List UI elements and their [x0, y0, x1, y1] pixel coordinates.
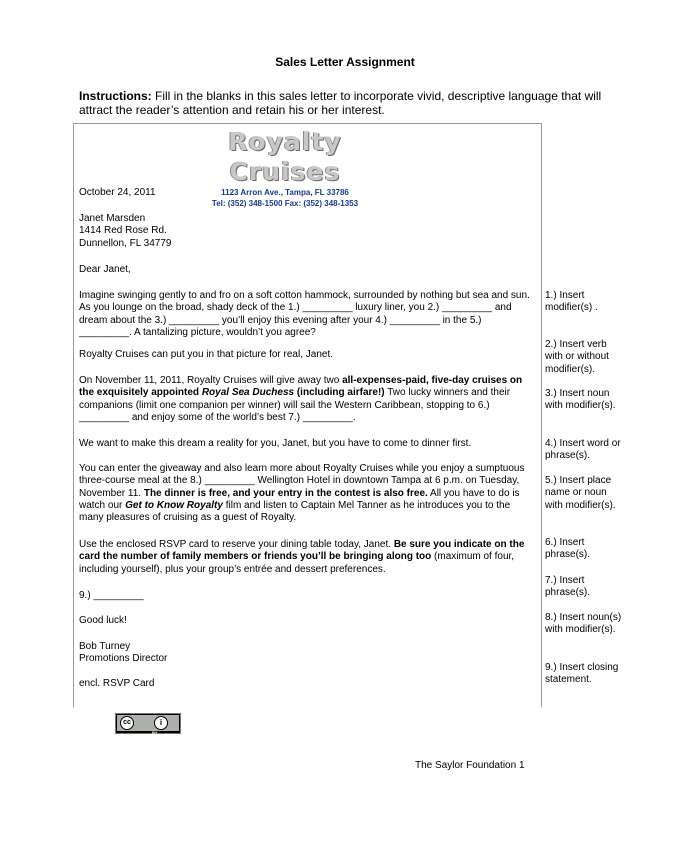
attribution-icon: i — [154, 716, 168, 730]
p6-text-c: (maximum of four, including yourself), plus your group’s entrée and dessert preferences. — [79, 551, 515, 575]
cc-icon: cc — [120, 716, 134, 730]
creative-commons-badge — [115, 713, 181, 734]
paragraph-7: 9.) _________ — [79, 590, 144, 601]
note-3: 3.) Insert noun with modifier(s). — [545, 388, 616, 412]
recipient-name: Janet Marsden — [79, 213, 146, 224]
p3-text-e: Two lucky winners and their companions (limit one companion per winner) will sail the Western Caribbean, stopping to 6.) _________ and enjoy some of the world’s best 7.) _________. — [79, 387, 511, 423]
signer-name: Bob Turney — [79, 641, 131, 652]
note-9: 9.) Insert closing statement. — [545, 662, 619, 686]
note-6: 6.) Insert phrase(s). — [545, 537, 591, 561]
logo-address: 1123 Arron Ave., Tampa, FL 33786 — [221, 188, 349, 197]
enclosure: encl. RSVP Card — [79, 678, 155, 689]
p3-bold-d: (including airfare!) — [294, 387, 385, 399]
logo-wordmark: Royalty Cruises — [228, 127, 342, 186]
p3-text-a: On November 11, 2011, Royalty Cruises will give away two — [79, 375, 343, 386]
paragraph-4: We want to make this dream a reality for you, Janet, but you have to come to dinner first. — [79, 438, 472, 449]
logo-phone: Tel: (352) 348-1500 Fax: (352) 348-1353 — [211, 199, 359, 208]
p6-bold-b: Be sure you indicate on the card the number of family members or friends you’ll be bringing along too — [79, 539, 525, 563]
salutation: Dear Janet, — [79, 264, 131, 275]
closing: Good luck! — [79, 615, 127, 626]
instructions-text: Fill in the blanks in this sales letter to incorporate vivid, descriptive language that will attract the reader’s attention and retain his or her interest. — [79, 89, 602, 117]
p3-ship-name: Royal Sea Duchess — [201, 387, 295, 399]
recipient-city: Dunnellon, FL 34779 — [79, 237, 172, 249]
paragraph-2: Royalty Cruises can put you in that picture for real, Janet. — [79, 349, 334, 360]
instructions — [79, 89, 619, 117]
page-footer: The Saylor Foundation 1 — [415, 760, 525, 771]
note-8: 8.) Insert noun(s) with modifier(s). — [545, 612, 622, 636]
recipient-street: 1414 Red Rose Rd. — [79, 225, 167, 237]
p5-text-c: All you have to do is watch our — [79, 487, 520, 511]
paragraph-1: Imagine swinging gently to and fro on a soft cotton hammock, surrounded by nothing but sea and sun. As you lounge on the broad, shady deck of the 1.) _________ luxury liner, you 2.) _________ and dream about the 3.) _________ you’ll enjoy this evening after your 4.) _________ in the 5.) _________. A tantalizing picture, wouldn’t you agree? — [79, 290, 530, 338]
p3-bold-b: all-expenses-paid, five-day cruises on the exquisitely appointed — [79, 375, 523, 399]
cc-by-label: BY — [152, 730, 158, 735]
paragraph-6 — [79, 539, 534, 576]
note-5: 5.) Insert place name or noun with modifier(s). — [545, 475, 616, 511]
note-1: 1.) Insert modifier(s) . — [545, 290, 598, 314]
p5-film-title: Get to Know Royalty — [125, 499, 223, 511]
note-7: 7.) Insert phrase(s). — [545, 575, 591, 599]
letter-date: October 24, 2011 — [79, 187, 156, 198]
p5-text-a: You can enter the giveaway and also learn more about Royalty Cruises while you enjoy a sumptuous three-course meal at the 8.) _________ Wellington Hotel in downtown Tampa at 6 p.m. on Tuesday, November 11. — [79, 463, 525, 499]
paragraph-5 — [79, 463, 534, 524]
note-4: 4.) Insert word or phrase(s). — [545, 438, 621, 462]
paragraph-3 — [79, 375, 534, 424]
recipient-address — [79, 213, 534, 250]
p6-text-a: Use the enclosed RSVP card to reserve your dining table today, Janet. — [79, 539, 394, 550]
instructions-label: Instructions: — [79, 89, 152, 103]
p5-text-e: film and listen to Captain Mel Tanner as he introduces you to the many pleasures of cruising as a guest of Royalty. — [79, 499, 511, 524]
document-title: Sales Letter Assignment — [275, 55, 415, 69]
signer-title: Promotions Director — [79, 653, 168, 665]
p5-bold-b: The dinner is free, and your entry in the contest is also free. — [143, 487, 428, 499]
company-logo — [205, 127, 365, 208]
signature — [79, 641, 534, 666]
note-2: 2.) Insert verb with or without modifier(s). — [545, 339, 609, 375]
